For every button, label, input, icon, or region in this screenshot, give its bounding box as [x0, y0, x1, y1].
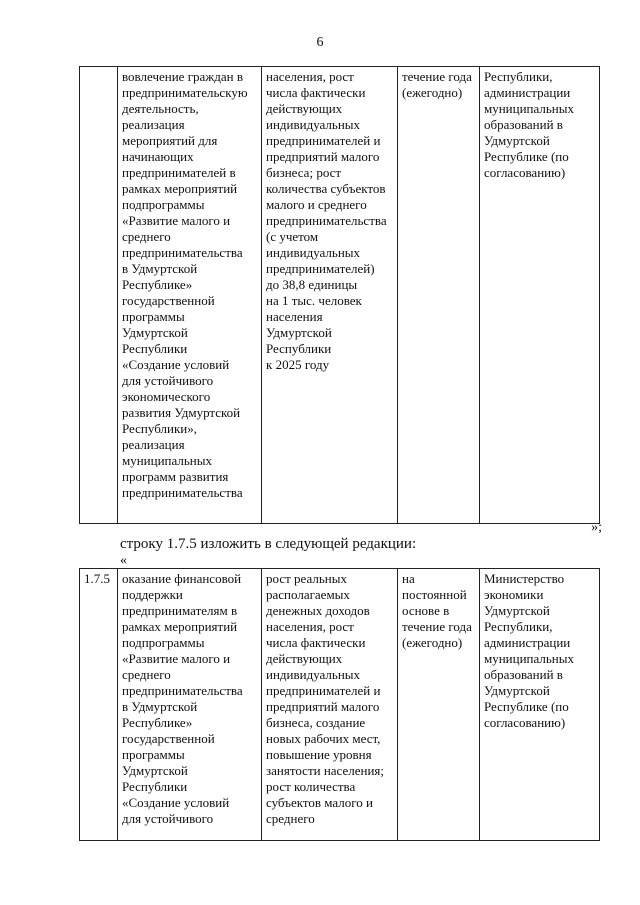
page-number: 6	[316, 35, 324, 50]
expected-result-cell: рост реальных располагаемых денежных доходов населения, рост числа фактически действующих индивидуальных предпринимателей и предприятий малого бизнеса, создание новых рабочих мест, повышение уровня занятости населения; рост количества субъектов малого и среднего	[262, 569, 398, 841]
table-row	[80, 67, 600, 524]
closing-quote: »;	[591, 520, 602, 535]
table-row	[80, 569, 600, 841]
row-number-cell: 1.7.5	[80, 569, 118, 841]
term-cell: течение года (ежегодно)	[398, 67, 480, 524]
executor-cell: Республики, администрации муниципальных образований в Удмуртской Республике (по согласованию)	[480, 67, 600, 524]
row-number-cell	[80, 67, 118, 524]
measures-table-continued	[79, 66, 600, 524]
measures-table-new-row	[79, 568, 600, 841]
measure-cell: вовлечение граждан в предпринимательскую деятельность, реализация мероприятий для начинающих предпринимателей в рамках мероприятий подпрограммы «Развитие малого и среднего предпринимательства в Удмуртской Республике» государственной программы Удмуртской Республики «Создание условий для устойчивого экономического развития Удмуртской Республики», реализация муниципальных программ развития предпринимательства	[118, 67, 262, 524]
measure-cell: оказание финансовой поддержки предпринимателям в рамках мероприятий подпрограммы «Развитие малого и среднего предпринимательства в Удмуртской Республике» государственной программы Удмуртской Республики «Создание условий для устойчивого	[118, 569, 262, 841]
term-cell: на постоянной основе в течение года (ежегодно)	[398, 569, 480, 841]
opening-quote: «	[120, 553, 127, 568]
executor-cell: Министерство экономики Удмуртской Республики, администрации муниципальных образований в Удмуртской Республике (по согласованию)	[480, 569, 600, 841]
expected-result-cell: населения, рост числа фактически действующих индивидуальных предпринимателей и предприятий малого бизнеса; рост количества субъектов малого и среднего предпринимательства (с учетом индивидуальных предпринимателей) до 38,8 единицы на 1 тыс. человек населения Удмуртской Республики к 2025 году	[262, 67, 398, 524]
amendment-instruction: строку 1.7.5 изложить в следующей редакции:	[120, 536, 417, 552]
